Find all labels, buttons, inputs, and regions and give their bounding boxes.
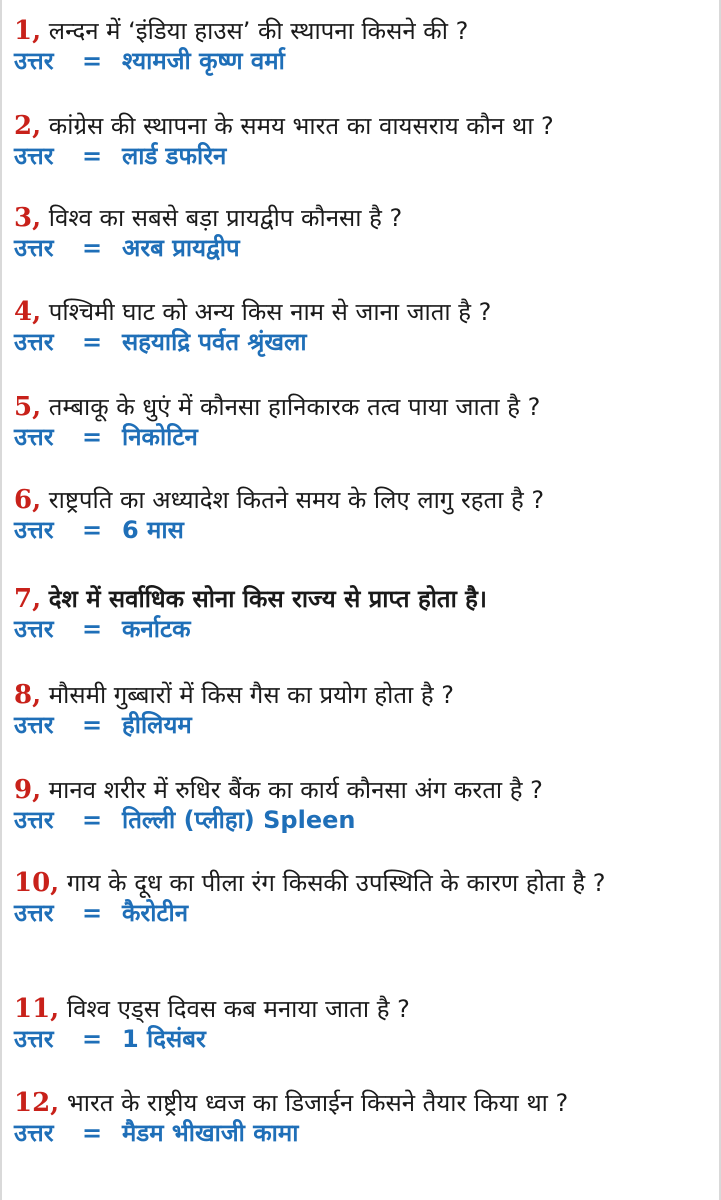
question-number: 5, <box>14 392 42 422</box>
question <box>14 392 704 422</box>
question-number: 11, <box>14 994 60 1024</box>
answer-label: उत्तर <box>14 142 54 170</box>
answer <box>14 805 704 835</box>
qa-item <box>14 485 704 545</box>
answer <box>14 515 704 545</box>
answer <box>14 46 704 76</box>
question <box>14 297 704 327</box>
qa-item <box>14 297 704 357</box>
answer-separator: = <box>82 423 103 451</box>
answer <box>14 327 704 357</box>
answer-separator: = <box>82 47 103 75</box>
question <box>14 203 704 233</box>
answer <box>14 1118 704 1148</box>
question-number: 2, <box>14 111 42 141</box>
answer-separator: = <box>82 234 103 262</box>
answer-separator: = <box>82 328 103 356</box>
answer <box>14 710 704 740</box>
qa-item <box>14 203 704 263</box>
question-text: लन्दन में ‘इंडिया हाउस’ की स्थापना किसने की ? <box>48 17 469 45</box>
question-number: 7, <box>14 584 42 614</box>
answer-label: उत्तर <box>14 711 54 739</box>
answer-label: उत्तर <box>14 806 54 834</box>
answer <box>14 614 704 644</box>
question-number: 9, <box>14 775 42 805</box>
answer-separator: = <box>82 806 103 834</box>
qa-item <box>14 868 704 928</box>
answer <box>14 898 704 928</box>
question <box>14 111 704 141</box>
question-number: 4, <box>14 297 42 327</box>
answer-separator: = <box>82 142 103 170</box>
question-number: 12, <box>14 1088 60 1118</box>
answer-label: उत्तर <box>14 1119 54 1147</box>
question <box>14 775 704 805</box>
answer-label: उत्तर <box>14 47 54 75</box>
answer <box>14 1024 704 1054</box>
question <box>14 584 704 614</box>
qa-item <box>14 775 704 835</box>
answer-text: कर्नाटक <box>122 615 191 643</box>
question <box>14 680 704 710</box>
question-text: विश्व का सबसे बड़ा प्रायद्वीप कौनसा है ? <box>48 204 403 232</box>
answer-label: उत्तर <box>14 234 54 262</box>
answer-text: 6 मास <box>122 516 184 544</box>
question-number: 6, <box>14 485 42 515</box>
qa-item <box>14 584 704 644</box>
question-text: पश्चिमी घाट को अन्य किस नाम से जाना जाता है ? <box>48 298 492 326</box>
question-text: गाय के दूध का पीला रंग किसकी उपस्थिति के कारण होता है ? <box>66 869 606 897</box>
answer-label: उत्तर <box>14 899 54 927</box>
question <box>14 994 704 1024</box>
question-text: कांग्रेस की स्थापना के समय भारत का वायसराय कौन था ? <box>48 112 554 140</box>
answer-separator: = <box>82 1119 103 1147</box>
answer-label: उत्तर <box>14 1025 54 1053</box>
qa-item <box>14 16 704 76</box>
answer-label: उत्तर <box>14 328 54 356</box>
answer-text: निकोटिन <box>122 423 198 451</box>
question-text: विश्व एड्स दिवस कब मनाया जाता है ? <box>66 995 410 1023</box>
answer-text: तिल्ली (प्लीहा) Spleen <box>122 806 356 834</box>
answer-text: श्यामजी कृष्ण वर्मा <box>122 47 285 75</box>
answer-separator: = <box>82 711 103 739</box>
question-text: मानव शरीर में रुधिर बैंक का कार्य कौनसा अंग करता है ? <box>48 776 543 804</box>
answer-label: उत्तर <box>14 423 54 451</box>
answer-text: लार्ड डफरिन <box>122 142 227 170</box>
qa-item <box>14 680 704 740</box>
question-text: देश में सर्वाधिक सोना किस राज्य से प्राप्त होता है। <box>48 585 487 613</box>
answer-separator: = <box>82 615 103 643</box>
question-text: भारत के राष्ट्रीय ध्वज का डिजाईन किसने तैयार किया था ? <box>66 1089 569 1117</box>
question <box>14 1088 704 1118</box>
question-text: तम्बाकू के धुएं में कौनसा हानिकारक तत्व पाया जाता है ? <box>48 393 541 421</box>
question <box>14 16 704 46</box>
answer-text: अरब प्रायद्वीप <box>122 234 240 262</box>
answer <box>14 233 704 263</box>
answer-text: 1 दिसंबर <box>122 1025 206 1053</box>
answer-text: सहयाद्रि पर्वत श्रृंखला <box>122 328 307 356</box>
question <box>14 485 704 515</box>
answer-separator: = <box>82 1025 103 1053</box>
question-text: मौसमी गुब्बारों में किस गैस का प्रयोग होता है ? <box>48 681 454 709</box>
answer <box>14 141 704 171</box>
answer-label: उत्तर <box>14 516 54 544</box>
answer-label: उत्तर <box>14 615 54 643</box>
qa-item <box>14 1088 704 1148</box>
question-number: 1, <box>14 16 42 46</box>
question-number: 10, <box>14 868 60 898</box>
question <box>14 868 704 898</box>
answer-text: हीलियम <box>122 711 192 739</box>
qa-item <box>14 111 704 171</box>
question-number: 3, <box>14 203 42 233</box>
question-number: 8, <box>14 680 42 710</box>
answer-text: मैडम भीखाजी कामा <box>122 1119 299 1147</box>
answer-separator: = <box>82 516 103 544</box>
answer-text: कैरोटीन <box>122 899 189 927</box>
answer-separator: = <box>82 899 103 927</box>
answer <box>14 422 704 452</box>
qa-item <box>14 994 704 1054</box>
question-text: राष्ट्रपति का अध्यादेश कितने समय के लिए लागु रहता है ? <box>48 486 545 514</box>
qa-item <box>14 392 704 452</box>
